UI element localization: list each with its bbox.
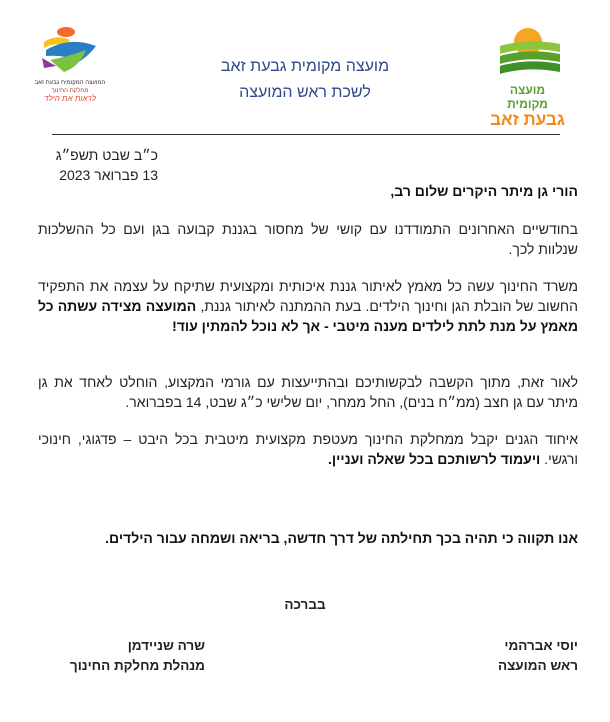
office-name: לשכת ראש המועצה	[239, 84, 371, 101]
hebrew-date: כ״ב שבט תשפ״ג	[55, 147, 158, 163]
sun-fields-logo-icon	[490, 26, 565, 78]
org-name: מועצה מקומית גבעת זאב	[220, 58, 390, 75]
signer-title: מנהלת מחלקת החינוך	[69, 658, 205, 673]
paragraph-2-text: משרד החינוך עשה כל מאמץ לאיתור גננת איכותית ומקצועית שתיקח על עצמה את התפקיד החשוב של הובלת הגן וחינוך הילדים. בעת ההמתנה לאיתור גננת,	[38, 278, 578, 314]
logo-text-line2: גבעת זאב	[490, 110, 565, 129]
paragraph-4	[38, 429, 578, 469]
colorful-heart-logo-icon	[30, 26, 110, 74]
signoff: בברכה	[284, 597, 326, 612]
gregorian-date: 13 פברואר 2023	[59, 167, 158, 183]
logo-text-line1: המועצה המקומית גבעת זאב	[34, 80, 106, 86]
header-divider	[52, 134, 560, 135]
paragraph-3: לאור זאת, מתוך הקשבה לבקשותיכם ובהתייעצות עם גורמי המקצוע, הוחלט לאחד את גן מיתר עם גן חצב (ממ״ח בנים), החל ממחר, יום שלישי כ״ג שבט, 14 בפברואר.	[38, 374, 578, 410]
paragraph-1: בחודשיים האחרונים התמודדנו עם קושי של מחסור בגננת קבועה בגן ועם כל ההשלכות שנלוות לכך.	[38, 221, 578, 257]
education-dept-logo-left	[30, 26, 110, 103]
closing-text: אנו תקווה כי תהיה בכך תחילתה של דרך חדשה, בריאה ושמחה עבור הילדים.	[105, 530, 578, 546]
date-block	[38, 145, 158, 185]
paragraph-2	[38, 276, 578, 336]
logo-text-line1: מועצה מקומית	[507, 83, 548, 111]
signature-head-of-council	[378, 636, 578, 676]
greeting-text: הורי גן מיתר היקרים שלום רב,	[390, 183, 578, 199]
logo-text-line2: מחלקת החינוך	[51, 88, 89, 94]
paragraph-4-text: איחוד הגנים יקבל ממחלקת החינוך מעטפת מקצועית מיטבית בכל היבט – פדגוגי, חינוכי ורגשי.	[38, 431, 578, 467]
logo-slogan: לראות את הילד	[44, 94, 96, 103]
signer-name: יוסי אברהמי	[504, 638, 578, 653]
closing	[38, 528, 578, 548]
council-logo-right	[490, 26, 565, 129]
signer-name: שרה שניידמן	[127, 638, 205, 653]
greeting	[38, 181, 578, 201]
paragraph-4-emphasis: ויעמוד לרשותכם בכל שאלה ועניין.	[328, 451, 541, 467]
paragraph-2-emphasis: המועצה מצידה עשתה כל מאמץ על מנת לתת לילדים מענה מיטבי - אך לא נוכל להמתין עוד!	[38, 298, 578, 334]
signature-education-head	[55, 636, 205, 676]
signer-title: ראש המועצה	[497, 658, 578, 673]
